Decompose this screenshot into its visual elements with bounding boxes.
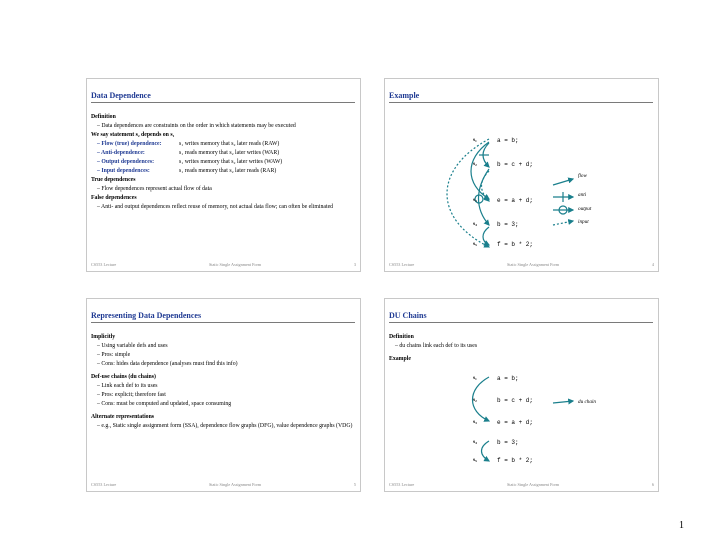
slide-content <box>91 113 356 212</box>
stmt-code: f = b * 2; <box>497 457 534 464</box>
stmt-label: s₂ <box>473 397 477 403</box>
slide-footer <box>389 262 654 267</box>
slide-footer <box>91 482 356 487</box>
stmt-label: s₅ <box>473 457 477 463</box>
stmt-label: s₁ <box>473 375 477 381</box>
list-item: – Cons: must be computed and updated, space consuming <box>97 400 232 407</box>
slide-content <box>389 333 654 364</box>
stmt-code: b = 3; <box>497 221 519 228</box>
footer-number: 3 <box>353 262 356 267</box>
dependence-diagram <box>473 109 653 259</box>
legend-anti: anti <box>578 192 587 198</box>
slide-example <box>384 78 659 272</box>
stmt-label: s₃ <box>473 419 477 425</box>
slide-title: Example <box>389 91 653 103</box>
dep-row-input <box>91 167 356 176</box>
dep-label: – Anti-dependence: <box>97 149 145 156</box>
dep-label: – Flow (true) dependence: <box>97 140 162 147</box>
list-item: – Pros: explicit; therefore fast <box>97 391 166 398</box>
false-dependences-heading: False dependences <box>91 194 137 201</box>
stmt-code: a = b; <box>497 137 519 144</box>
legend-flow-line <box>553 179 573 185</box>
stmt-code: b = c + d; <box>497 161 534 168</box>
legend-flow: flow <box>578 173 587 179</box>
list-item: – e.g., Static single assignment form (SSA), dependence flow graphs (DFG), value dependence graphs (VDG) <box>97 422 353 429</box>
legend-input: input <box>578 219 589 225</box>
dep-desc: s₁ reads memory that s₂ later writes (WAR) <box>179 149 280 156</box>
footer-number: 4 <box>651 262 654 267</box>
slide-data-dependence <box>86 78 361 272</box>
dep-label: – Output dependences: <box>97 158 155 165</box>
stmt-label: s₅ <box>473 241 477 247</box>
slide-representing-dependences <box>86 298 361 492</box>
dep-desc: s₁ writes memory that s₂ later writes (WAW) <box>179 158 283 165</box>
stmt-code: a = b; <box>497 375 519 382</box>
du-chain-diagram <box>473 369 653 479</box>
footer-course: CS553 Lecture <box>91 482 117 487</box>
stmt-code: e = a + d; <box>497 419 534 426</box>
footer-course: CS553 Lecture <box>389 262 415 267</box>
dep-desc: s₁ writes memory that s₂ later reads (RAW) <box>179 140 280 147</box>
legend-output: output <box>578 206 592 212</box>
list-item: – Link each def to its uses <box>97 382 158 389</box>
legend-du-line <box>553 401 573 403</box>
definition-text: – Data dependences are constraints on the order in which statements may be executed <box>97 122 296 129</box>
slide-content <box>91 333 356 431</box>
dep-row-anti <box>91 149 356 158</box>
dep-row-flow <box>91 140 356 149</box>
stmt-code: b = c + d; <box>497 397 534 404</box>
definition-heading: Definition <box>91 114 116 120</box>
false-dependences-text: – Anti- and output dependences reflect reuse of memory, not actual data flow; can often be eliminated <box>97 203 334 210</box>
example-heading: Example <box>389 355 411 362</box>
stmt-label: s₄ <box>473 439 477 445</box>
footer-course: CS553 Lecture <box>389 482 415 487</box>
slide-title: DU Chains <box>389 311 653 323</box>
dep-label: – Input dependences: <box>97 167 150 174</box>
stmt-code: b = 3; <box>497 439 519 446</box>
true-dependences-heading: True dependences <box>91 176 136 183</box>
alternate-heading: Alternate representations <box>91 413 155 420</box>
dependence-arrows <box>473 109 653 259</box>
dep-desc: s₁ reads memory that s₂ later reads (RAR) <box>179 167 277 174</box>
implicitly-heading: Implicitly <box>91 334 116 340</box>
slide-du-chains <box>384 298 659 492</box>
footer-topic: Static Single Assignment Form <box>506 482 560 487</box>
list-item: – Pros: simple <box>97 351 131 358</box>
definition-heading: Definition <box>389 334 414 340</box>
footer-number: 6 <box>651 482 654 487</box>
true-dependences-text: – Flow dependences represent actual flow of data <box>97 185 212 192</box>
stmt-code: e = a + d; <box>497 197 534 204</box>
footer-number: 5 <box>353 482 356 487</box>
slide-title: Data Dependence <box>91 91 355 103</box>
footer-topic: Static Single Assignment Form <box>506 262 560 267</box>
stmt-label: s₂ <box>473 161 477 167</box>
stmt-label: s₁ <box>473 137 477 143</box>
stmt-code: f = b * 2; <box>497 241 534 248</box>
slide-footer <box>389 482 654 487</box>
flow-arrow-s4-s5 <box>483 227 489 245</box>
defuse-heading: Def-use chains (du chains) <box>91 373 156 380</box>
list-item: – Using variable defs and uses <box>97 342 168 349</box>
legend-input-line <box>553 221 573 225</box>
footer-topic: Static Single Assignment Form <box>208 262 262 267</box>
footer-course: CS553 Lecture <box>91 262 117 267</box>
depends-heading: We say statement s₂ depends on s₁ <box>91 131 175 138</box>
slide-footer <box>91 262 356 267</box>
slide-title: Representing Data Dependences <box>91 311 355 323</box>
legend-du-chain: du chain <box>578 399 597 405</box>
definition-text: – du chains link each def to its uses <box>395 342 478 349</box>
footer-topic: Static Single Assignment Form <box>208 482 262 487</box>
du-arrow-s4-s5 <box>482 441 490 461</box>
stmt-label: s₃ <box>473 197 477 203</box>
stmt-label: s₄ <box>473 221 477 227</box>
page-number: 1 <box>679 520 684 531</box>
flow-arrow-s1-s3 <box>471 142 489 199</box>
dep-row-output <box>91 158 356 167</box>
list-item: – Cons: hides data dependence (analyses must find this info) <box>97 360 238 367</box>
